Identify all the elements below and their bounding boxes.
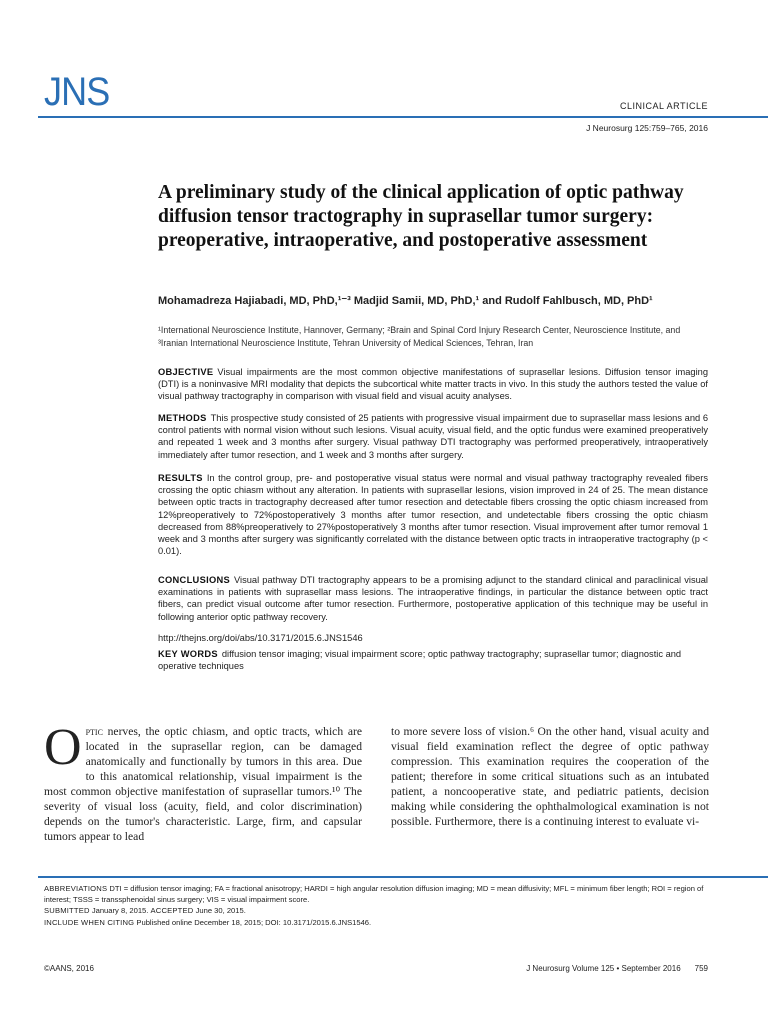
abbreviations-label: ABBREVIATIONS [44, 884, 108, 893]
abstract-objective [158, 366, 708, 403]
abstract-conclusions [158, 574, 708, 623]
abbreviations-text: DTI = diffusion tensor imaging; FA = fractional anisotropy; HARDI = high angular resolution diffusion imaging; MD = mean diffusivity; MFL = minimum fiber length; ROI = region of interest; TSSS = transsphenoidal sinus surgery; VIS = visual impairment score. [44, 884, 704, 905]
doi-link[interactable]: http://thejns.org/doi/abs/10.3171/2015.6.JNS1546 [158, 633, 363, 643]
left-column-text: nerves, the optic chiasm, and optic tracts, which are located in the suprasellar region, can be damaged anatomically and functionally by tumors in this area. Due to this anatomical relationship, visual impairment is the most common objective manifestation of suprasellar tumors.¹⁰ The severity of visual loss (acuity, field, and color discrimination) depends on the tumor's characteristic. Large, firm, and capsular tumors appear to lead [44, 725, 362, 843]
objective-label: OBJECTIVE [158, 367, 214, 377]
footer-notes [44, 883, 724, 928]
submitted-label: SUBMITTED [44, 906, 90, 916]
include-text: Published online December 18, 2015; DOI: 10.3171/2015.6.JNS1546. [136, 917, 372, 927]
include-when-citing [44, 917, 724, 928]
drop-cap: O [44, 719, 82, 776]
article-title: A preliminary study of the clinical application of optic pathway diffusion tensor tractography in suprasellar tumor surgery: preoperative, intraoperative, and postoperative assessment [158, 182, 684, 251]
abstract-results [158, 472, 708, 557]
conclusions-text: Visual pathway DTI tractography appears to be a promising adjunct to the standard clinical and paraclinical visual examinations in patients with suprasellar mass lesions. The intraoperative findings, in particular the distance between optic tract fibers, can predict visual outcome after tumor resection. Furthermore, postoperative application of this technique may be useful in following anterior optic pathway recovery. [158, 575, 708, 622]
submitted-date: January 8, 2015. [91, 906, 149, 916]
methods-text: This prospective study consisted of 25 patients with progressive visual impairment due to suprasellar mass lesions and 6 control patients with normal vision without such lesions. Visual acuity, visual field, and the optic fundus were examined preoperatively and repeated 1 week and 3 months after surgery. Visual pathway DTI tractography was performed preoperatively, intraoperatively immediately after tumor resection, and 1 week and 3 months after surgery. [158, 413, 708, 460]
page-number: 759 [694, 964, 708, 973]
results-label: RESULTS [158, 473, 203, 483]
journal-issue: J Neurosurg Volume 125 • September 2016 [526, 964, 681, 973]
affiliations: ¹International Neuroscience Institute, Hannover, Germany; ²Brain and Spinal Cord Injury Research Center, Neuroscience Institute, and ³Iranian International Neuroscience Institute, Tehran University of Medical Sciences, Tehran, Iran [158, 325, 681, 348]
body-column-left [44, 719, 362, 844]
include-label: INCLUDE WHEN CITING [44, 917, 135, 927]
abbreviations [44, 883, 724, 905]
results-text: In the control group, pre- and postoperative visual status were normal and visual pathway tractography revealed fibers crossing the optic chiasm without any alteration. In patients with suprasellar lesions, vision improved in 24 of 25. The mean distance between optic tracts in tractography decreased after tumor resection and detectable fibers crossing the optic chiasm increased from 12%preoperatively to 72%postoperatively 3 months after tumor resection, and undetectable fibers crossing the optic chiasm decreased from 88%preoperatively to 27%postoperatively 3 months after tumor resection. Visual improvement after tumor removal 1 week and 3 months after surgery was significantly correlated with the distance between optic tracts in intraoperative tractography (p < 0.01). [158, 473, 708, 557]
footer-rule [38, 876, 768, 878]
conclusions-label: CONCLUSIONS [158, 575, 230, 585]
journal-logo: JNS [44, 70, 110, 114]
keywords [158, 648, 708, 672]
header-rule [38, 116, 768, 118]
keywords-label: KEY WORDS [158, 649, 218, 659]
abstract-methods [158, 412, 708, 461]
copyright: ©AANS, 2016 [44, 964, 94, 973]
author-list: Mohamadreza Hajiabadi, MD, PhD,¹⁻³ Madjid Samii, MD, PhD,¹ and Rudolf Fahlbusch, MD, PhD¹ [158, 295, 653, 307]
footer-journal [526, 964, 708, 973]
accepted-label: ACCEPTED [150, 906, 194, 916]
lead-smallcaps: ptic [85, 725, 103, 738]
keywords-text: diffusion tensor imaging; visual impairment score; optic pathway tractography; suprasellar tumor; diagnostic and operative techniques [158, 649, 682, 672]
submission-dates [44, 905, 724, 916]
objective-text: Visual impairments are the most common objective manifestations of suprasellar lesions. Diffusion tensor imaging (DTI) is a noninvasive MRI modality that depicts the subcortical white matter tracts in vivo. In this study the authors tested the value of visual pathway tractography in comparison with visual field and visual acuity analyses. [158, 367, 708, 402]
article-type-label: CLINICAL ARTICLE [619, 101, 708, 111]
citation-line: J Neurosurg 125:759–765, 2016 [586, 123, 708, 133]
body-column-right: to more severe loss of vision.⁶ On the other hand, visual acuity and visual field examination reflect the degree of optic pathway compression. This examination requires the cooperation of the patient; therefore in some critical situations such as an intubated patient, a noncooperative state, and pediatric patients, decision making while considering the ophthalmological examination is not possible. Furthermore, there is a continuing interest to evaluate vi- [391, 725, 709, 828]
accepted-date: June 30, 2015. [195, 906, 246, 916]
methods-label: METHODS [158, 413, 207, 423]
